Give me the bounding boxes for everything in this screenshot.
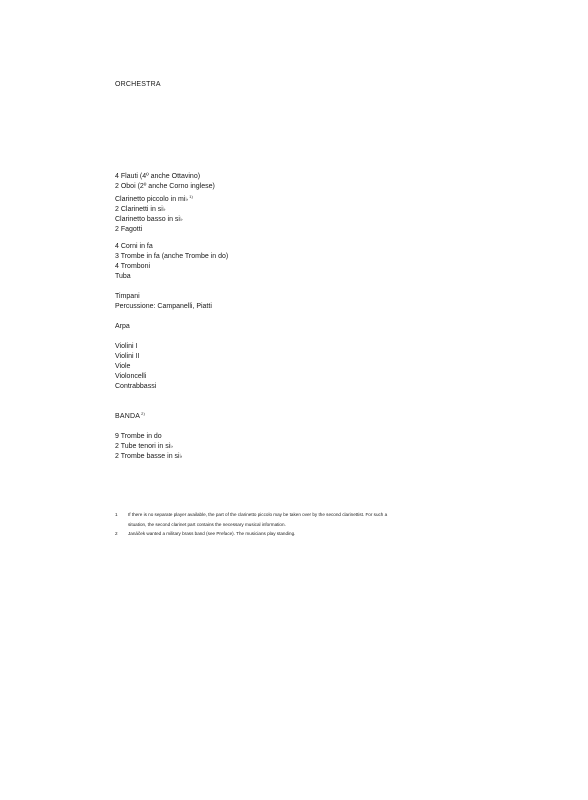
instrument-name: Violini II xyxy=(115,353,140,360)
banda-footnote-ref: 2) xyxy=(141,411,146,416)
instrument-item xyxy=(115,452,182,462)
orchestra-heading: ORCHESTRA xyxy=(115,81,161,88)
instrument-item xyxy=(115,242,228,252)
flat-sign: ♭ xyxy=(179,217,183,223)
footnote-number: 2 xyxy=(115,531,118,536)
instrument-name: Violini I xyxy=(115,343,138,350)
footnotes xyxy=(115,510,405,539)
flat-sign: ♭ xyxy=(162,207,166,213)
instrument-item xyxy=(115,362,156,372)
flat-sign: ♭ xyxy=(185,197,189,203)
instrument-item xyxy=(115,215,215,225)
instrument-name: 2 Clarinetti in si xyxy=(115,206,163,213)
banda-heading-text: BANDA xyxy=(115,413,141,420)
instrument-item xyxy=(115,432,182,442)
instrument-name: Clarinetto basso in si xyxy=(115,216,180,223)
harp-list xyxy=(115,322,130,332)
footnote-text: Janáček wanted a military brass band (see Preface). The musicians play standing. xyxy=(128,531,296,536)
instrument-name: Percussione: Campanelli, Piatti xyxy=(115,303,212,310)
footnote xyxy=(115,510,405,529)
instrument-item xyxy=(115,352,156,362)
instrument-name: Viole xyxy=(115,363,131,370)
banda-list xyxy=(115,432,182,462)
instrument-item xyxy=(115,272,228,282)
instrument-item xyxy=(115,262,228,272)
instrument-name: 2 Trombe basse in si xyxy=(115,453,180,460)
flat-sign: ♭ xyxy=(170,444,174,450)
instrument-name: 4 Corni in fa xyxy=(115,243,153,250)
instrument-item xyxy=(115,292,212,302)
flat-sign: ♭ xyxy=(179,454,183,460)
instrument-item xyxy=(115,192,215,205)
banda-heading xyxy=(115,411,145,420)
instrument-item xyxy=(115,442,182,452)
brass-list xyxy=(115,242,228,282)
instrument-item xyxy=(115,372,156,382)
instrument-name: Arpa xyxy=(115,323,130,330)
instrument-item xyxy=(115,382,156,392)
instrument-item xyxy=(115,182,215,192)
instrument-name: 9 Trombe in do xyxy=(115,433,162,440)
instrument-item xyxy=(115,322,130,332)
instrument-item xyxy=(115,205,215,215)
instrument-name: 4 Tromboni xyxy=(115,263,151,270)
instrument-item xyxy=(115,302,212,312)
instrument-item xyxy=(115,252,228,262)
instrument-name: Clarinetto piccolo in mi xyxy=(115,196,186,203)
instrument-name: 4 Flauti (4º anche Ottavino) xyxy=(115,173,201,180)
instrument-name: 2 Tube tenori in si xyxy=(115,443,171,450)
strings-list xyxy=(115,342,156,392)
instrument-item xyxy=(115,172,215,182)
footnote-number: 1 xyxy=(115,512,118,517)
footnote-text: If there is no separate player available, the part of the clarinetto piccolo may be taken over by the second clarinettist. For such a situation, the second clarinet part contains the necessary musical information. xyxy=(128,512,388,527)
footnote-ref: 1) xyxy=(189,194,193,199)
instrument-item xyxy=(115,342,156,352)
instrument-name: 3 Trombe in fa (anche Trombe in do) xyxy=(115,253,229,260)
instrument-name: Tuba xyxy=(115,273,131,280)
instrument-name: 2 Fagotti xyxy=(115,226,143,233)
percussion-list xyxy=(115,292,212,312)
instrument-item xyxy=(115,225,215,235)
instrument-name: 2 Oboi (2º anche Corno inglese) xyxy=(115,183,215,190)
footnote xyxy=(115,529,405,539)
instrument-name: Timpani xyxy=(115,293,140,300)
woodwinds-list xyxy=(115,172,215,235)
instrument-name: Contrabbassi xyxy=(115,383,157,390)
instrument-name: Violoncelli xyxy=(115,373,147,380)
